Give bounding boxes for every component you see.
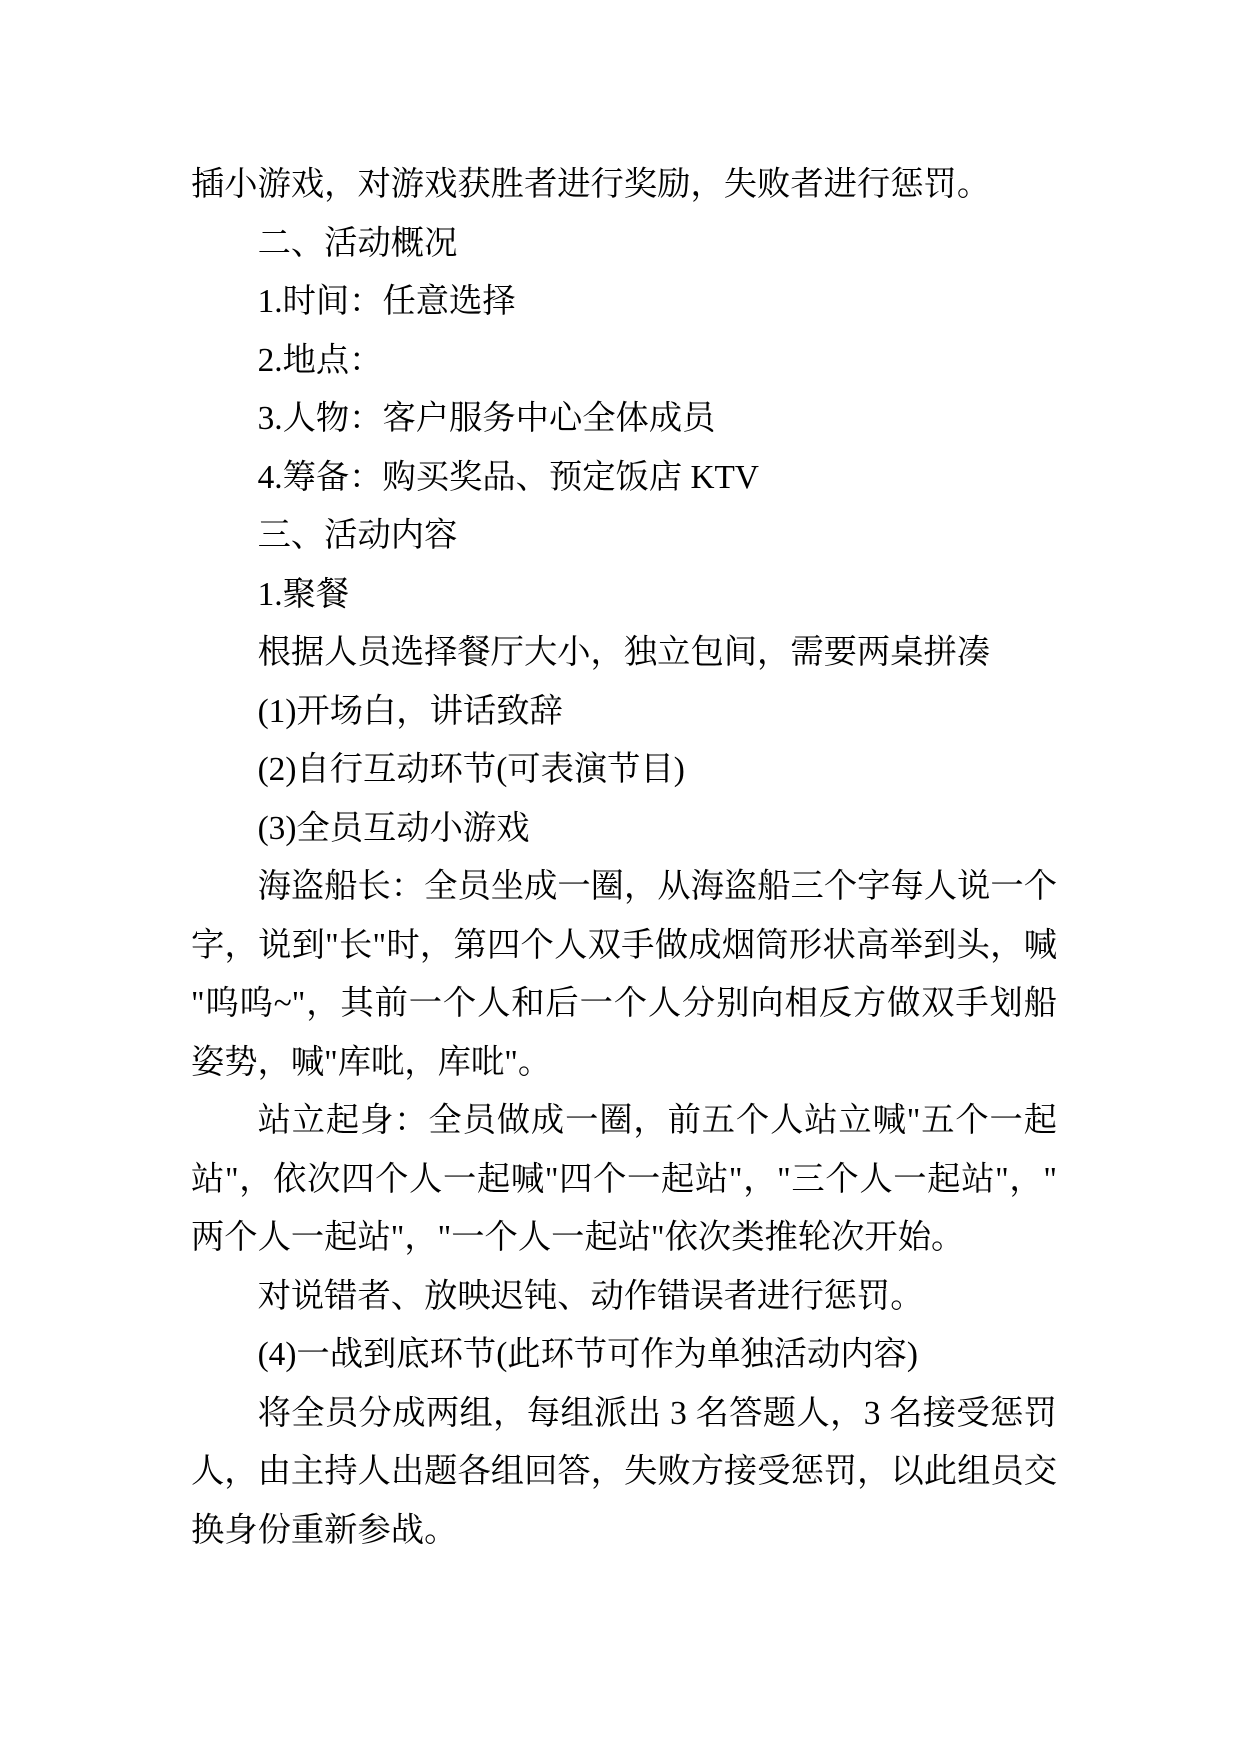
paragraph-line: 将全员分成两组，每组派出 3 名答题人，3 名接受惩罚: [257, 1394, 1057, 1432]
paragraph-line: 两个人一起站"，"一个人一起站"依次类推轮次开始。: [191, 1219, 965, 1256]
paragraph-pirate-captain: [191, 858, 1057, 1092]
overview-item-time: 1.时间：任意选择: [257, 283, 516, 320]
dinner-intro: 根据人员选择餐厅大小，独立包间，需要两桌拼凑: [257, 634, 991, 671]
paragraph-line: 换身份重新参战。: [191, 1511, 458, 1549]
step-item-opening: (1)开场白，讲话致辞: [257, 692, 563, 730]
continued-paragraph-line: 插小游戏，对游戏获胜者进行奖励，失败者进行惩罚。: [191, 166, 991, 203]
step-item-interaction: (2)自行互动环节(可表演节目): [257, 751, 685, 788]
paragraph-line: 站立起身：全员做成一圈，前五个人站立喊"五个一起: [257, 1102, 1057, 1139]
section-heading-overview: 二、活动概况: [257, 224, 458, 262]
step-item-games: (3)全员互动小游戏: [257, 809, 530, 847]
overview-item-preparation: 4.筹备：购买奖品、预定饭店 KTV: [257, 458, 759, 496]
paragraph-final-round-description: [191, 1385, 1057, 1561]
paragraph-line: 字，说到"长"时，第四个人双手做成烟筒形状高举到头，喊: [191, 926, 1057, 964]
overview-item-location: 2.地点：: [257, 341, 383, 379]
document-body: [191, 156, 1057, 1560]
step-item-final-round: (4)一战到底环节(此环节可作为单独活动内容): [257, 1336, 918, 1373]
paragraph-line: 站"，依次四个人一起喊"四个一起站"，"三个人一起站"，": [191, 1160, 1057, 1198]
penalty-note: 对说错者、放映迟钝、动作错误者进行惩罚。: [257, 1277, 924, 1315]
paragraph-line: 人，由主持人出题各组回答，失败方接受惩罚，以此组员交: [191, 1453, 1057, 1490]
paragraph-stand-up: [191, 1092, 1057, 1268]
section-heading-content: 三、活动内容: [257, 517, 458, 554]
paragraph-line: "呜呜~"，其前一个人和后一个人分别向相反方做双手划船: [191, 985, 1057, 1022]
overview-item-people: 3.人物：客户服务中心全体成员: [257, 400, 716, 437]
paragraph-line: 姿势，喊"库吡，库吡"。: [191, 1043, 552, 1081]
paragraph-line: 海盗船长：全员坐成一圈，从海盗船三个字每人说一个: [257, 868, 1057, 905]
subheading-dinner: 1.聚餐: [257, 575, 350, 613]
